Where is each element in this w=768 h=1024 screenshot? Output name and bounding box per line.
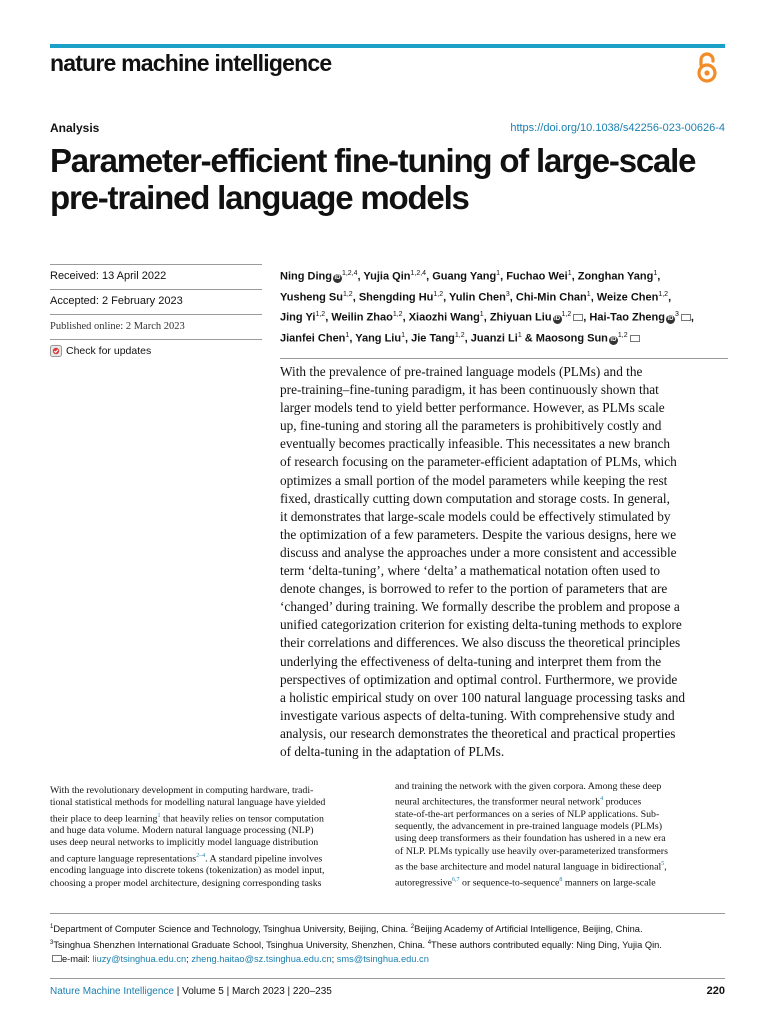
affiliation-marker: 1,2 (561, 311, 572, 319)
email-line: e-mail: liuzy@tsinghua.edu.cn; zheng.haitao@sz.tsinghua.edu.cn; sms@tsinghua.edu.cn (50, 952, 730, 966)
affiliation-marker: 3 (674, 311, 679, 319)
author-name: , (657, 270, 661, 283)
footnote-marker: 4 (427, 940, 432, 947)
body-column-right (395, 781, 728, 889)
footer-citation (50, 986, 332, 997)
abstract-line: of research focusing on the parameter-efficient adaptation of PLMs, which (280, 454, 677, 470)
affiliation-text: Tsinghua Shenzhen International Graduate School, Tsinghua University, Shenzhen, China. (53, 940, 428, 951)
author-name: , Guang Yang (426, 270, 497, 283)
email-link[interactable]: sms@tsinghua.edu.cn (336, 954, 429, 965)
body-text: uses deep neural networks to implicitly model language distribution (50, 837, 319, 849)
orcid-icon: iD (334, 274, 341, 281)
body-text: tional statistical methods for modelling natural language have yielded (50, 797, 326, 809)
body-text-line (50, 785, 383, 797)
affiliation-marker: 1,2,4 (410, 270, 427, 277)
mail-icon (630, 335, 640, 342)
accepted-date: Accepted: 2 February 2023 (50, 295, 183, 307)
author-line (280, 306, 728, 327)
body-text-line (50, 810, 383, 826)
abstract-line: denote changes, is borrowed to refer to the portion of parameters that are (280, 581, 668, 597)
body-text-line (50, 850, 383, 866)
page-number: 220 (706, 985, 725, 997)
body-text-line (395, 846, 728, 858)
author-name: , Zonghan Yang (571, 270, 654, 283)
abstract-line: unified categorization criterion for existing delta-tuning methods to explore (280, 617, 682, 633)
doi-link[interactable]: https://doi.org/10.1038/s42256-023-00626-4 (510, 122, 725, 134)
affiliation-marker: 1,2 (454, 331, 465, 339)
abstract-line: larger models tend to yield better performance. However, as PLMs scale (280, 400, 665, 416)
reference-marker: 8 (559, 876, 563, 883)
affiliation-marker: 1 (517, 331, 522, 339)
body-text: , (664, 861, 667, 873)
author-name: , (668, 291, 672, 304)
orcid-icon: iD (610, 336, 617, 343)
author-name: & Maosong Sun (521, 332, 608, 345)
body-text: that heavily relies on tensor computation (160, 812, 324, 824)
author-list (280, 265, 728, 348)
divider (50, 264, 262, 265)
affiliation-text: These authors contributed equally: Ning Ding, Yujia Qin. (431, 940, 662, 951)
affiliation-marker: 1,2,4 (341, 270, 358, 277)
journal-name: nature machine intelligence (50, 50, 332, 76)
affiliation-text: Beijing Academy of Artificial Intelligence, Beijing, China. (414, 924, 643, 935)
email-link[interactable]: zheng.haitao@sz.tsinghua.edu.cn (191, 954, 332, 965)
open-access-lock-icon (694, 52, 720, 84)
body-text: neural architectures, the transformer neural network (395, 796, 601, 808)
abstract-line: fixed, drastically cutting down computation and storage costs. In general, (280, 490, 670, 506)
abstract-line: it demonstrates that large-scale models could be effectively stimulated by (280, 508, 671, 524)
article-title-line: Parameter-efficient fine-tuning of large-scale (50, 142, 696, 179)
check-for-updates-button[interactable] (50, 345, 151, 357)
author-name: , Yujia Qin (357, 270, 411, 283)
article-title-line: pre-trained language models (50, 179, 469, 216)
footnote-marker: 3 (50, 940, 54, 947)
footnote-marker: 2 (410, 924, 415, 930)
divider (50, 913, 725, 914)
body-text-line (50, 825, 383, 837)
body-text: and capture language representations (50, 853, 197, 865)
affiliation-marker: 1 (401, 331, 405, 339)
article-title (50, 142, 740, 216)
author-name: , Juanzi Li (464, 332, 518, 345)
author-name: , Hai-Tao Zheng (583, 311, 665, 324)
reference-marker: 6,7 (452, 876, 460, 883)
affiliation-marker: 3 (505, 290, 510, 298)
affiliation-marker: 1 (586, 290, 591, 298)
body-text: or sequence-to-sequence (459, 876, 560, 888)
check-updates-icon (50, 345, 62, 357)
body-text-line (395, 781, 728, 793)
divider (50, 289, 262, 290)
body-text-line (395, 821, 728, 833)
body-text-line (395, 833, 728, 845)
affiliations (50, 920, 730, 966)
abstract-line: investigate various aspects of delta-tuning. With comprehensive study and (280, 707, 675, 723)
body-text-line (50, 878, 383, 890)
author-line (280, 265, 728, 286)
author-name: , Zhiyuan Liu (483, 311, 552, 324)
published-date: Published online: 2 March 2023 (50, 321, 185, 332)
abstract-line: their correlations and differences. We also discuss the theoretical principles (280, 635, 681, 651)
body-text: of NLP. PLMs typically use heavily over-parameterized transformers (395, 845, 668, 857)
affiliation-marker: 1 (479, 311, 484, 319)
abstract-line: term ‘delta-tuning’, where ‘delta’ a mathematical notation often used to (280, 563, 661, 579)
body-text: encoding language into discrete tokens (tokenization) as model input, (50, 865, 325, 877)
reference-marker: 1 (157, 812, 161, 819)
author-name: , Xiaozhi Wang (402, 311, 480, 324)
author-name: Yusheng Su (280, 291, 343, 304)
abstract-line: a holistic empirical study on over 100 natural language processing tasks and (280, 689, 686, 705)
body-text: their place to deep learning (50, 812, 158, 824)
affiliation-marker: 1,2 (342, 290, 353, 298)
check-updates-label: Check for updates (66, 345, 152, 357)
body-column-left (50, 785, 383, 890)
affiliation-marker: 1,2 (433, 290, 444, 298)
body-text-line (395, 874, 728, 890)
divider (50, 978, 725, 979)
abstract-line: underlying the effectiveness of delta-tuning and interpret them from the (280, 653, 662, 669)
email-label: e-mail: (62, 954, 93, 965)
footnote-marker: 1 (50, 924, 54, 930)
body-text-line (50, 865, 383, 877)
footer-volume-info: | Volume 5 | March 2023 | 220–235 (173, 986, 332, 997)
orcid-icon: iD (667, 315, 674, 322)
author-name: , Yulin Chen (443, 291, 506, 304)
article-type: Analysis (50, 121, 100, 135)
affiliation-marker: 1,2 (617, 331, 628, 339)
mail-icon (52, 955, 62, 962)
abstract-line: eventually becomes practically infeasible. This necessitates a new branch (280, 436, 671, 452)
body-text: sequently, the advancement in pre-trained language models (PLMs) (395, 821, 662, 833)
body-text: . A standard pipeline involves (205, 853, 323, 865)
body-text-line (50, 797, 383, 809)
mail-icon (681, 314, 691, 321)
abstract-line: optimizes a small portion of the model parameters while keeping the rest (280, 472, 668, 488)
header-accent-rule (50, 44, 725, 48)
mail-icon (573, 314, 583, 321)
abstract-line: pre-training–fine-tuning paradigm, it has been continuously shown that (280, 382, 659, 398)
abstract-line: analysis, our research demonstrates the theoretical and practical properties (280, 725, 676, 741)
email-link[interactable]: liuzy@tsinghua.edu.cn (92, 954, 187, 965)
affiliation-marker: 1 (345, 331, 350, 339)
abstract-line: up, fine-tuning and storing all the parameters is prohibitively costly and (280, 418, 662, 434)
body-text: using deep transformers as their foundation has ushered in a new era (395, 833, 666, 845)
received-date: Received: 13 April 2022 (50, 270, 167, 282)
author-line (280, 327, 728, 348)
divider (280, 358, 728, 359)
body-text-line (50, 837, 383, 849)
author-name: Jing Yi (280, 311, 316, 324)
author-name: , Weilin Zhao (325, 311, 393, 324)
reference-marker: 2–4 (196, 852, 206, 859)
body-text: choosing a proper model architecture, designing corresponding tasks (50, 877, 322, 889)
author-name: , Fuchao Wei (500, 270, 568, 283)
abstract-line: With the prevalence of pre-trained language models (PLMs) and the (280, 364, 643, 379)
author-line (280, 286, 728, 307)
abstract-line: ‘changed’ during training. We formally describe the problem and propose a (280, 599, 680, 615)
author-name: , Chi-Min Chan (509, 291, 587, 304)
abstract-line: perspectives of optimization and optimal control. Furthermore, we provide (280, 671, 678, 687)
author-name: , Jie Tang (404, 332, 455, 345)
author-name: , (690, 311, 694, 324)
footer-journal-name: Nature Machine Intelligence (50, 986, 174, 997)
author-name: Ning Ding (280, 270, 332, 283)
orcid-icon: iD (554, 315, 561, 322)
reference-marker: 4 (600, 796, 604, 803)
affiliation-marker: 1 (653, 270, 658, 277)
divider (50, 314, 262, 315)
body-text-line (395, 858, 728, 874)
body-text: state-of-the-art performances on a series of NLP applications. Sub- (395, 808, 660, 820)
abstract-line: of delta-tuning in the adaptation of PLMs. (280, 743, 505, 759)
reference-marker: 5 (661, 861, 665, 868)
body-text-line (395, 809, 728, 821)
affiliation-marker: 1,2 (392, 311, 403, 319)
body-text: manners on large-scale (562, 876, 656, 888)
affiliation-marker: 1,2 (315, 311, 326, 319)
body-text: autoregressive (395, 876, 453, 888)
author-name: , Yang Liu (349, 332, 402, 345)
abstract-line: the optimization of a few parameters. Despite the various designs, here we (280, 526, 677, 542)
author-name: , Weize Chen (590, 291, 659, 304)
abstract (280, 363, 730, 761)
body-text: as the base architecture and model natural language in bidirectional (395, 861, 662, 873)
body-text: and training the network with the given corpora. Among these deep (395, 781, 662, 792)
body-text: and huge data volume. Modern natural language processing (NLP) (50, 825, 314, 837)
body-text: produces (603, 796, 642, 808)
affiliation-marker: 1 (567, 270, 572, 277)
affiliation-line (50, 920, 730, 936)
affiliation-marker: 1,2 (658, 290, 669, 298)
abstract-line: discuss and analyse the approaches under a more consistent and accessible (280, 544, 677, 560)
affiliation-marker: 1 (496, 270, 501, 277)
body-text-line (395, 793, 728, 809)
body-text: With the revolutionary development in computing hardware, tradi- (50, 785, 314, 796)
affiliation-line (50, 936, 730, 952)
author-name: , Shengding Hu (352, 291, 434, 304)
affiliation-text: Department of Computer Science and Technology, Tsinghua University, Beijing, China. (53, 924, 411, 935)
author-name: Jianfei Chen (280, 332, 346, 345)
divider (50, 339, 262, 340)
